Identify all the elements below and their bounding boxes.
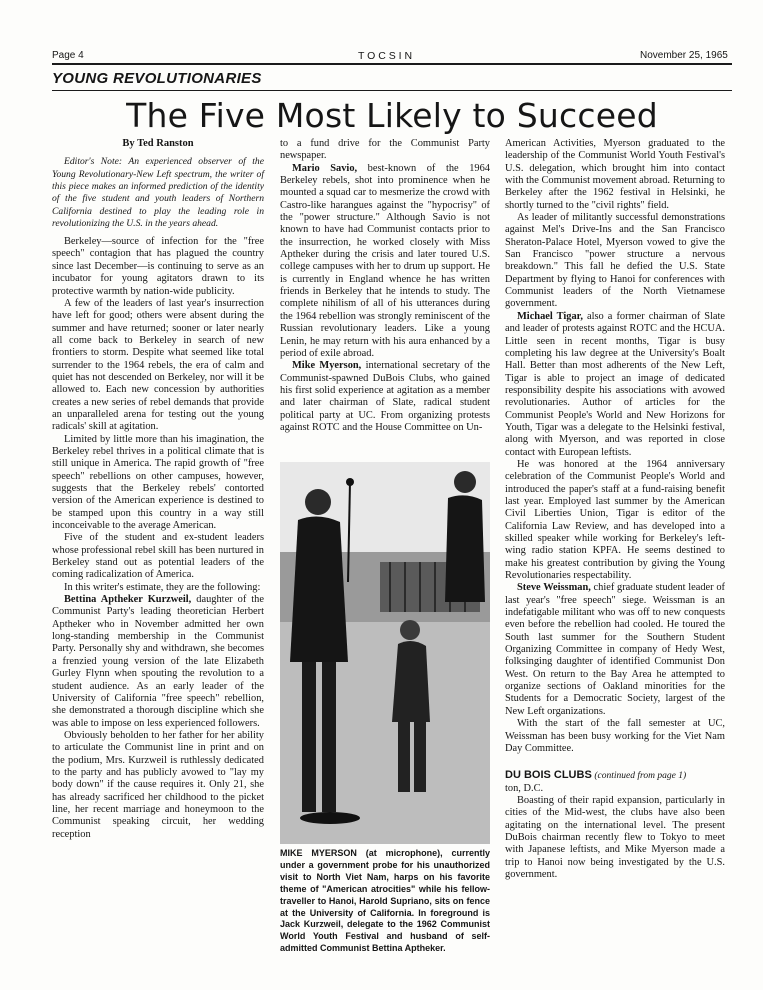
dubois-heading: DU BOIS CLUBS xyxy=(505,769,592,782)
paragraph-tigar: Michael Tigar, also a former chairman of Slate and leader of protests against ROTC and the HCUA. Little seen in recent months, Tigar is busy completing his law degree at the University's Boalt Hall. Better than most adherents of the New Left, Tigar is able to project an image of dedicated responsibility despite his associations with avowed revolutionaries. Author of articles for the Communist People's World and New Horizons for Youth, Tigar was a delegate to the Helsinki festival, along with Myerson, and was reported in close contact with European leftists. xyxy=(505,310,726,458)
article-column-2 xyxy=(280,138,490,434)
paragraph: Five of the student and ex-student leaders whose professional rebel skill has been nurtured in Berkeley stand out as potential leaders of the coming radicalization of America. xyxy=(52,532,264,581)
kicker-rule xyxy=(52,90,732,91)
paragraph: A few of the leaders of last year's insurrection have left for good; others were absent during the summer and have returned; sooner or later nearly all come back to Berkeley in search of new frontiers to storm. Despite what seemed like total surrender to the 1964 rebels, the era of calm and quiet has not descended on Berkeley, nor will it be allowed to. Each new concession by authorities creates a new series of rebel demands that provide an unparalleled arena for testing out the young radicals' skill at agitation. xyxy=(52,297,264,433)
continued-from-label: (continued from page 1) xyxy=(594,771,687,782)
paragraph-kurzweil: Bettina Aptheker Kurzweil, daughter of the Communist Party's leading theoretician Herbert Aptheker who in November admitted her own long-standing membership in the Communist Party. Personally shy and withdrawn, she becomes a frenzied young version of the late Elizabeth Gurley Flynn when spouting the revolution to a student audience. As an early leader of the University of California "free speech" rebellion, she demonstrated a thorough discipline which she was able to impose on less experienced followers. xyxy=(52,594,264,729)
headline: The Five Most Likely to Succeed xyxy=(126,96,658,135)
paragraph: to a fund drive for the Communist Party newspaper. xyxy=(280,138,490,162)
page-number: Page 4 xyxy=(52,50,84,61)
paragraph: Boasting of their rapid expansion, particularly in cities of the Mid-west, the clubs have also been agitating on the international level. The present DuBois chairman recently flew to Tokyo to meet with Japanese leftists, and Mike Myerson made a trip to Hanoi now being investigated by the U.S. government. xyxy=(505,794,725,880)
header-rule xyxy=(52,63,732,65)
paragraph: Limited by little more than his imagination, the Berkeley rebel thrives in a political climate that is still unique in America. The rapid growth of "free speech" rebellions on other campuses, however, suggests that the Berkeley rebels' contorted version of the American experience is destined to be stamped upon this country in a way still inconceivable to the average American. xyxy=(52,433,264,532)
paragraph: He was honored at the 1964 anniversary celebration of the Communist People's World and introduced the paper's staff at a fund-raising benefit last year. Employed last summer by the American Civil Liberties Union, Tigar is editor of the California Law Review, and has developed into a skilled speaker while working for Berkeley's left-wing radio station KPFA. He seems destined to make his greatest contribution by giving the Young Revolutionaries respectability. xyxy=(505,458,725,582)
paragraph-weissman: Steve Weissman, chief graduate student leader of last year's "free speech" siege. Weissman is an indefatigable militant who was off to new conquests even before the rebellion had cooled. He toured the South last summer for the Southern Student Organizing Committee in company of Hedy West, folksinging daughter of identified Communist Don West. On return to the Bay Area he attempted to organize sections of Oakland minorities for the Students for a Democratic Society, largest of the New Left organizations. xyxy=(505,582,725,717)
paragraph: Berkeley—source of infection for the "free speech" contagion that has plagued the country since last December—is continuing to serve as an incubator for young agitators drawn to its protective warmth by nation-wide publicity. xyxy=(52,236,264,297)
editors-note: Editor's Note: An experienced observer of the Young Revolutionary-New Left spectrum, the writer of this piece makes an informed prediction of the identity of the five student and youth leaders of Northern California destined to play the leading role in revolutionizing the U.S. in the years ahead. xyxy=(52,156,264,229)
newspaper-name: T O C S I N xyxy=(358,50,413,62)
issue-date: November 25, 1965 xyxy=(640,50,728,61)
paragraph: In this writer's estimate, they are the following: xyxy=(64,581,261,593)
paragraph: As leader of militantly successful demonstrations against Mel's Drive-Ins and the San Francisco Sheraton-Palace Hotel, Myerson vowed to give the San Francisco "power structure a nervous breakdown." This fall he defied the U.S. State Department by flying to Hanoi for conferences with Communist leaders of the North Vietnamese government. xyxy=(505,212,725,310)
section-kicker: YOUNG REVOLUTIONARIES xyxy=(52,70,262,87)
paragraph: With the start of the fall semester at UC, Weissman has been busy working for the Viet Nam Day Committee. xyxy=(505,718,725,754)
article-column-1 xyxy=(52,138,264,841)
photo-illustration xyxy=(280,462,490,844)
dubois-continuation-head xyxy=(505,769,725,782)
news-photo xyxy=(280,462,490,844)
paragraph: Obviously beholden to her father for her ability to articulate the Communist line in print and on the podium, Mrs. Kurzweil is ruthlessly dedicated to the party and has publicly avowed to "lay my body down" if the cause requires it. Only 21, she has already sacrificed her childhood to the picket line, her recent marriage and honeymoon to the Communist speaking circuit, her wedding reception xyxy=(52,729,264,840)
article-column-3 xyxy=(505,138,725,881)
paragraph: American Activities, Myerson graduated to the leadership of the Communist World Youth Festival's U.S. delegation, which brought him into contact with the Communist movement abroad. Returning to Berkeley after the 1962 festival in Helsinki, he shortly turned to the "civil rights" field. xyxy=(505,138,725,211)
paragraph: ton, D.C. xyxy=(505,782,544,794)
paragraph-myerson: Mike Myerson, international secretary of the Communist-spawned DuBois Clubs, who gained his first solid experience at agitation as a member and later chairman of Slate, radical student political party at UC. From organizing protests against ROTC and the House Committee on Un- xyxy=(280,360,491,433)
byline: By Ted Ranston xyxy=(122,138,194,149)
photo-caption: MIKE MYERSON (at microphone), currently under a government probe for his unauthorized visit to North Viet Nam, harps on his favorite theme of "American atrocities" while his fellow-traveller to Hanoi, Harold Supriano, sits on fence at the University of California. In foreground is Jack Kurzweil, delegate to the 1962 Communist World Youth Festival and husband of self-admitted Communist Bettina Aptheker. xyxy=(280,848,490,954)
paragraph-savio: Mario Savio, best-known of the 1964 Berkeley rebels, shot into prominence when he mounted a squad car to mesmerize the crowd with Castro-like harangues against the "hypocrisy" of the "power structure." Although Savio is not known to have had Communist contacts prior to the insurrection, he worked closely with Miss Aptheker during the crisis and later toured U.S. college campuses with her to drum up support. He is currently in England whence he has written friends in Berkeley that he intends to study. The complete nihilism of all of his utterances during the 1964 rebellion was strongly reminiscent of the Russian revolutionary leaders. Like a young Lenin, he may return with his aura enhanced by a period of exile abroad. xyxy=(280,162,490,359)
